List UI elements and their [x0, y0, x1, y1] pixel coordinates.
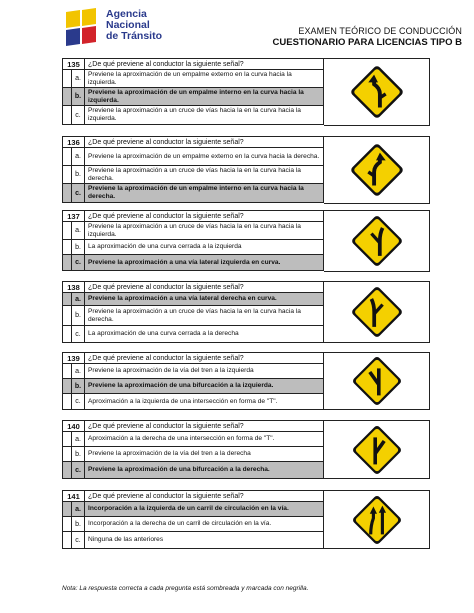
- footer-note: Nota: La respuesta correcta a cada pregunta está sombreada y marcada con negrilla.: [62, 585, 309, 592]
- option-text: La aproximación de una curva cerrada a la izquierda: [88, 243, 242, 250]
- option-text: Previene la aproximación de la vía del tren a la izquierda: [88, 367, 254, 374]
- option-text: Previene la aproximación de un empalme interno en la curva hacia la izquierda.: [88, 88, 304, 104]
- option-a: [63, 148, 323, 166]
- option-b: [63, 517, 323, 532]
- question-header: [63, 211, 323, 222]
- option-text: Previene la aproximación de la vía del tren a la derecha: [88, 450, 251, 457]
- option-c: [63, 532, 323, 548]
- question-table: [62, 281, 324, 343]
- sign-cell: [324, 281, 430, 343]
- question-header: [63, 59, 323, 70]
- question-table: [62, 136, 324, 203]
- option-text: Previene la aproximación a una vía lateral izquierda en curva.: [88, 258, 281, 266]
- sign-cell: [324, 210, 430, 272]
- question-prompt: ¿De qué previene al conductor la siguiente señal?: [88, 60, 244, 68]
- question-header: [63, 491, 323, 502]
- curve-left-with-junction-sign-icon: [348, 63, 406, 121]
- question-header: [63, 282, 323, 293]
- option-b-correct: [63, 88, 323, 106]
- agency-name-line: Agencia: [106, 8, 147, 20]
- option-letter: a.: [71, 432, 85, 446]
- option-letter: a.: [71, 148, 85, 165]
- agency-name: [106, 9, 162, 42]
- option-text: Previene la aproximación de una bifurcación a la derecha.: [88, 466, 270, 473]
- agency-name-line: Nacional: [106, 19, 150, 31]
- question-number: 139: [63, 353, 85, 363]
- question-prompt: ¿De qué previene al conductor la siguiente señal?: [88, 422, 244, 430]
- option-letter: c.: [71, 184, 85, 202]
- fork-right-sign-icon: [350, 423, 404, 477]
- sign-cell: [324, 136, 430, 204]
- option-a-correct: [63, 293, 323, 306]
- agency-name-line: de Tránsito: [106, 30, 163, 42]
- option-letter: a.: [71, 293, 85, 305]
- option-b: [63, 306, 323, 326]
- option-letter: a.: [71, 70, 85, 87]
- option-letter: b.: [71, 240, 85, 254]
- option-letter: c.: [71, 326, 85, 342]
- curve-right-with-junction-sign-icon: [348, 141, 406, 199]
- agency-logo: [62, 6, 182, 52]
- option-letter: b.: [71, 447, 85, 461]
- option-a: [63, 432, 323, 447]
- question-number: 141: [63, 491, 85, 501]
- fork-left-sign-icon: [350, 354, 404, 408]
- option-text: Previene la aproximación a una vía lateral derecha en curva.: [88, 295, 277, 302]
- question-table: [62, 210, 324, 271]
- option-text: Aproximación a la izquierda de una intersección en forma de "T".: [88, 397, 278, 405]
- option-text: Previene la aproximación a un cruce de vías hacia la en la curva hacia la izquierda.: [88, 222, 301, 238]
- option-letter: b.: [71, 88, 85, 105]
- option-text: Previene la aproximación a un cruce de vías hacia la en la curva hacia la izquierda.: [88, 107, 301, 122]
- sign-cell: [324, 352, 430, 410]
- question-number: 137: [63, 211, 85, 221]
- question-header: [63, 353, 323, 364]
- option-letter: a.: [71, 222, 85, 239]
- option-text: Incorporación a la izquierda de un carril de circulación en la vía.: [88, 505, 289, 512]
- question-number: 138: [63, 282, 85, 292]
- option-a: [63, 70, 323, 88]
- option-c-correct: [63, 255, 323, 270]
- option-text: Previene la aproximación de una bifurcación a la izquierda.: [88, 382, 274, 389]
- option-c-correct: [63, 184, 323, 202]
- question-table: [62, 490, 324, 549]
- question-number: 136: [63, 137, 85, 147]
- option-letter: b.: [71, 306, 85, 325]
- question-prompt: ¿De qué previene al conductor la siguiente señal?: [88, 212, 244, 220]
- question-header: [63, 137, 323, 148]
- question-prompt: ¿De qué previene al conductor la siguiente señal?: [88, 138, 244, 146]
- option-text: Aproximación a la derecha de una intersección en forma de "T".: [88, 435, 275, 442]
- option-b: [63, 240, 323, 255]
- question-header: [63, 421, 323, 432]
- option-letter: b.: [71, 517, 85, 531]
- side-road-left-sign-icon: [349, 213, 405, 269]
- option-a-correct: [63, 502, 323, 517]
- lane-merge-left-sign-icon: [350, 493, 404, 547]
- question-prompt: ¿De qué previene al conductor la siguiente señal?: [88, 354, 244, 362]
- exam-heading: [273, 26, 462, 48]
- question-table: [62, 352, 324, 410]
- option-text: Ninguna de las anteriores: [88, 536, 164, 543]
- sign-cell: [324, 490, 430, 549]
- question-number: 140: [63, 421, 85, 431]
- option-text: Previene la aproximación de un empalme externo en la curva hacia la derecha.: [88, 152, 320, 160]
- option-b-correct: [63, 379, 323, 394]
- option-letter: a.: [71, 502, 85, 516]
- option-b: [63, 447, 323, 462]
- option-a: [63, 364, 323, 379]
- question-prompt: ¿De qué previene al conductor la siguiente señal?: [88, 283, 244, 291]
- sign-cell: [324, 420, 430, 479]
- option-letter: a.: [71, 364, 85, 378]
- question-number: 135: [63, 59, 85, 69]
- option-text: Previene la aproximación de un empalme interno en la curva hacia la derecha.: [88, 185, 304, 200]
- option-letter: c.: [71, 462, 85, 478]
- option-letter: b.: [71, 379, 85, 393]
- option-text: La aproximación de una curva cerrada a la derecha: [88, 330, 239, 337]
- option-c-correct: [63, 462, 323, 478]
- option-text: Previene la aproximación a un cruce de vías hacia la en la curva hacia la derecha.: [88, 307, 301, 323]
- option-letter: c.: [71, 255, 85, 270]
- page-header: [0, 0, 474, 60]
- question-table: [62, 58, 324, 125]
- option-text: Previene la aproximación a un cruce de vías hacia la en la curva hacia la derecha.: [88, 166, 301, 182]
- option-letter: c.: [71, 106, 85, 124]
- option-b: [63, 166, 323, 184]
- option-letter: b.: [71, 166, 85, 183]
- option-a: [63, 222, 323, 240]
- option-text: Previene la aproximación de un empalme externo en la curva hacia la izquierda.: [88, 70, 292, 86]
- option-c: [63, 394, 323, 409]
- agency-emblem-icon: [62, 8, 102, 50]
- option-c: [63, 326, 323, 342]
- exam-subtitle: CUESTIONARIO PARA LICENCIAS TIPO B: [272, 37, 462, 48]
- exam-title: EXAMEN TEÓRICO DE CONDUCCIÓN: [298, 26, 462, 36]
- side-road-right-sign-icon: [349, 284, 405, 340]
- option-c: [63, 106, 323, 124]
- option-text: Incorporación a la derecha de un carril de circulación en la vía.: [88, 520, 272, 527]
- option-letter: c.: [71, 394, 85, 409]
- question-table: [62, 420, 324, 479]
- sign-cell: [324, 58, 430, 126]
- question-prompt: ¿De qué previene al conductor la siguiente señal?: [88, 492, 244, 500]
- option-letter: c.: [71, 532, 85, 548]
